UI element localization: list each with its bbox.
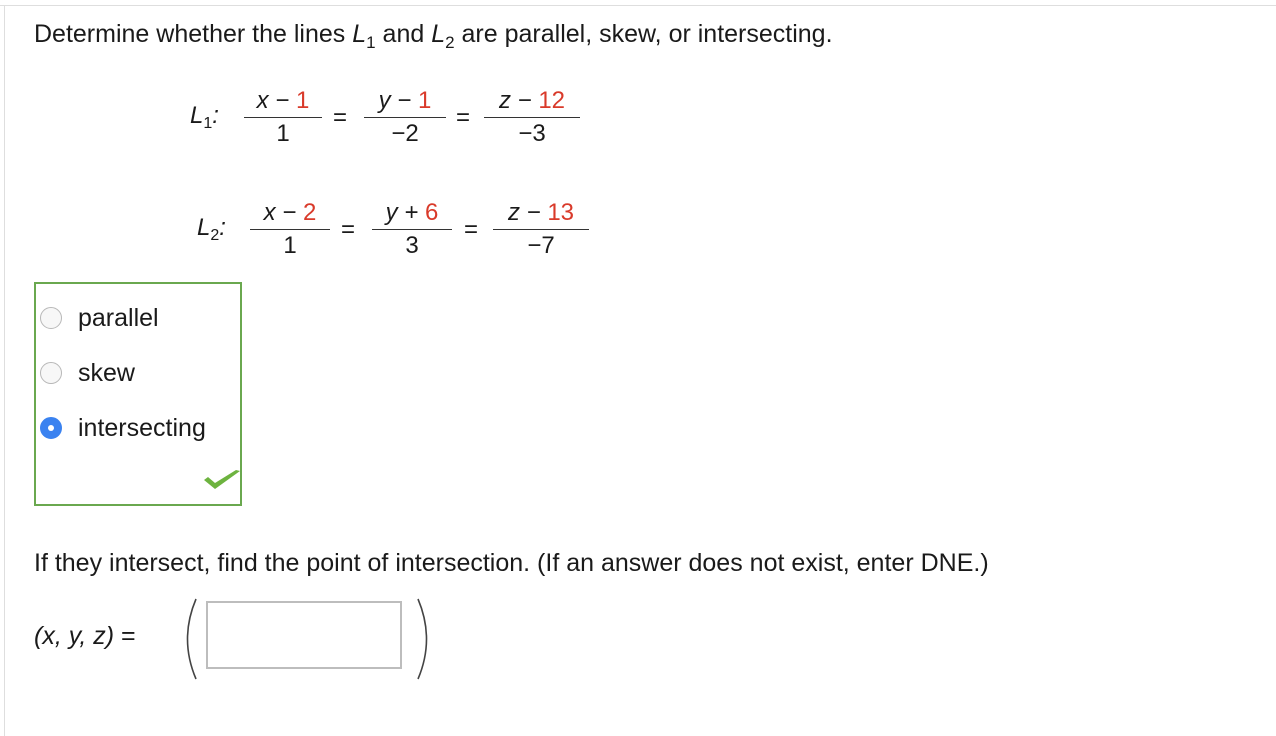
radio-intersecting[interactable] (40, 417, 62, 439)
choice-intersecting[interactable] (40, 413, 206, 443)
intersection-prompt: If they intersect, find the point of intersection. (If an answer does not exist, enter DNE.) (34, 549, 989, 577)
line1-x-fraction: x − 1 1 (244, 87, 322, 147)
line2-label: $L_2$: (197, 214, 226, 244)
answer-choices-box (34, 282, 242, 506)
line2-y-fraction: y + 6 3 (372, 199, 452, 259)
question-text: Determine whether the lines $L_1$ and $L_2$ are parallel, skew, or intersecting. (34, 20, 833, 52)
frame-top-border (0, 5, 1276, 6)
choice-skew-label: skew (78, 358, 135, 387)
line1-equation: $L_1$: x − 1 1 = y − 1 −2 = z − 12 −3 (0, 87, 600, 147)
line1-label: $L_1$: (190, 102, 219, 132)
choice-parallel[interactable] (40, 303, 159, 333)
point-label: (x, y, z) = (34, 622, 136, 650)
left-paren-icon (176, 597, 200, 681)
line2-equation: $L_2$: x − 2 1 = y + 6 3 = z − 13 −7 (0, 199, 600, 259)
line1-y-fraction: y − 1 −2 (364, 87, 446, 147)
intersection-input[interactable] (206, 601, 402, 669)
checkmark-icon (202, 468, 242, 492)
choice-intersecting-label: intersecting (78, 413, 206, 442)
right-paren-icon (414, 597, 438, 681)
line1-z-fraction: z − 12 −3 (484, 87, 580, 147)
line2-x-fraction: x − 2 1 (250, 199, 330, 259)
choice-skew[interactable] (40, 358, 135, 388)
line2-z-fraction: z − 13 −7 (493, 199, 589, 259)
choice-parallel-label: parallel (78, 303, 159, 332)
radio-skew[interactable] (40, 362, 62, 384)
radio-parallel[interactable] (40, 307, 62, 329)
